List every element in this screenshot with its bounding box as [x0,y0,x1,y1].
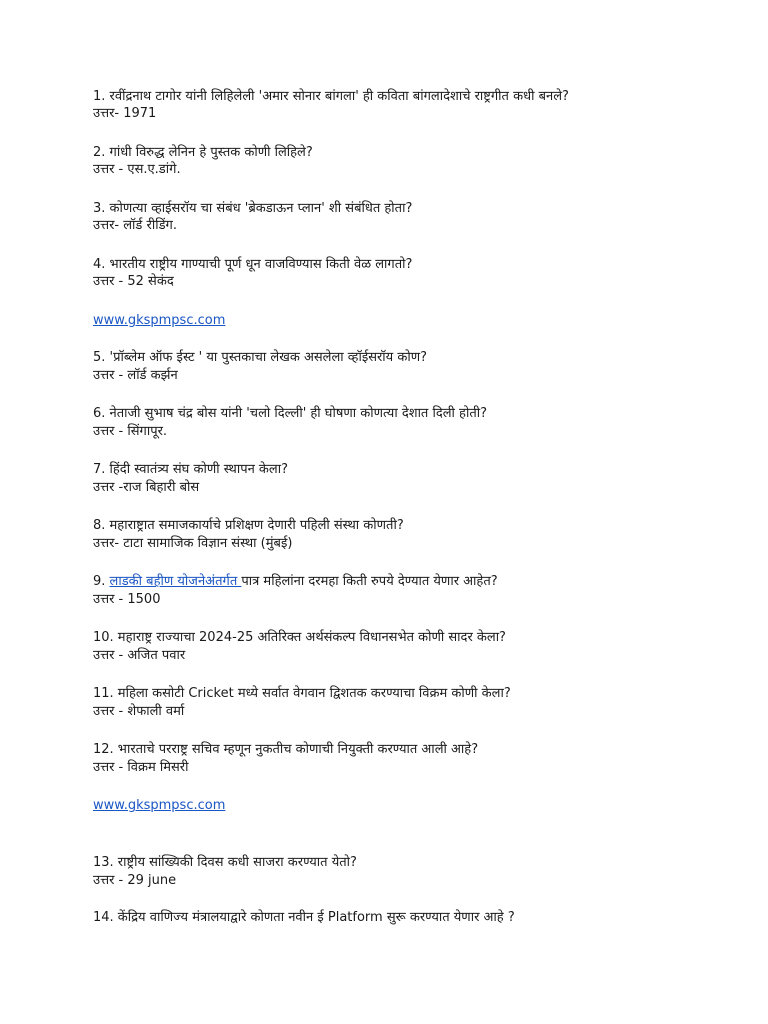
answer-12: उत्तर - विक्रम मिसरी [93,760,189,775]
question-12: 12. भारताचे परराष्ट्र सचिव म्हणून नुकतीच कोणाची नियुक्ती करण्यात आली आहे? [93,742,479,757]
question-14: 14. केंद्रिय वाणिज्य मंत्रालयाद्वारे कोणता नवीन ई Platform सुरू करण्यात येणार आहे ? [93,910,515,925]
answer-2: उत्तर - एस.ए.डांगे. [93,162,181,177]
answer-5: उत्तर - लॉर्ड कर्झन [93,368,178,383]
answer-11: उत्तर - शेफाली वर्मा [93,704,185,719]
question-9 [93,574,498,590]
question-3: 3. कोणत्या व्हाईसरॉय चा संबंध 'ब्रेकडाऊन प्लान' शी संबंधित होता? [93,201,413,216]
question-2: 2. गांधी विरुद्ध लेनिन हे पुस्तक कोणी लिहिले? [93,145,313,160]
question-10: 10. महाराष्ट्र राज्याचा 2024-25 अतिरिक्त अर्थसंकल्प विधानसभेत कोणी सादर केला? [93,630,506,645]
answer-10: उत्तर - अजित पवार [93,648,186,663]
answer-7: उत्तर -राज बिहारी बोस [93,480,200,495]
question-5: 5. 'प्रॉब्लेम ऑफ ईस्ट ' या पुस्तकाचा लेखक असलेला व्हॉईसरॉय कोण? [93,350,428,365]
answer-13: उत्तर - 29 june [93,873,177,888]
question-6: 6. नेताजी सुभाष चंद्र बोस यांनी 'चलो दिल्ली' ही घोषणा कोणत्या देशात दिली होती? [93,406,488,421]
question-1: 1. रवींद्रनाथ टागोर यांनी लिहिलेली 'अमार सोनार बांगला' ही कविता बांगलादेशाचे राष्ट्रगीत कधी बनले? [93,89,569,104]
question-11: 11. महिला कसोटी Cricket मध्ये सर्वात वेगवान द्विशतक करण्याचा विक्रम कोणी केला? [93,686,511,701]
website-link[interactable]: www.gkspmpsc.com [93,313,226,328]
answer-4: उत्तर - 52 सेकंद [93,274,174,289]
answer-9: उत्तर - 1500 [93,592,161,607]
scheme-link[interactable]: लाडकी बहीण योजनेअंतर्गत [109,574,242,589]
question-4: 4. भारतीय राष्ट्रीय गाण्याची पूर्ण धून वाजविण्यास किती वेळ लागतो? [93,257,413,272]
answer-6: उत्तर - सिंगापूर. [93,424,168,439]
question-13: 13. राष्ट्रीय सांख्यिकी दिवस कधी साजरा करण्यात येतो? [93,855,357,870]
answer-3: उत्तर- लॉर्ड रीडिंग. [93,218,177,233]
question-8: 8. महाराष्ट्रात समाजकार्याचे प्रशिक्षण देणारी पहिली संस्था कोणती? [93,518,404,533]
question-9-prefix: 9. [93,574,110,589]
question-7: 7. हिंदी स्वातंत्र्य संघ कोणी स्थापन केला? [93,462,288,477]
website-link[interactable]: www.gkspmpsc.com [93,798,226,813]
question-9-suffix: पात्र महिलांना दरमहा किती रुपये देण्यात येणार आहेत? [241,574,498,589]
answer-8: उत्तर- टाटा सामाजिक विज्ञान संस्था (मुंबई) [93,536,293,551]
answer-1: उत्तर- 1971 [93,106,157,121]
